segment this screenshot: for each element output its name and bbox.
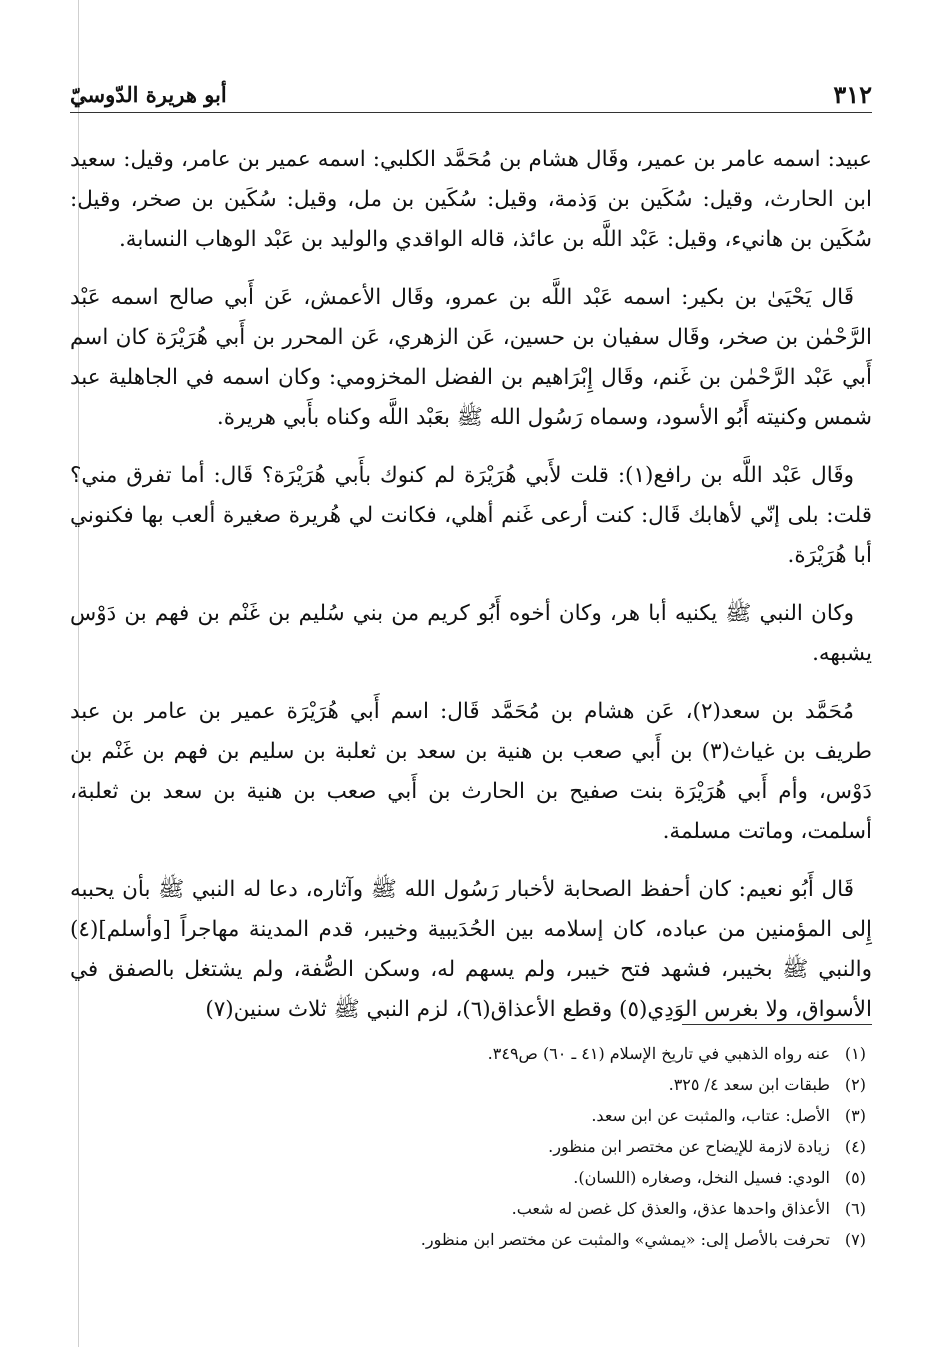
page-header — [70, 76, 872, 113]
page-number: ٣١٢ — [833, 79, 872, 109]
paragraph: عبيد: اسمه عامر بن عمير، وقَال هشام بن مُحَمَّد الكلبي: اسمه عمير بن عامر، وقيل: سعيد ابن الحارث، وقيل: سُكَين بن وَذمة، وقيل: سُكَين بن مل، وقيل: سُكَين بن صخر، وقيل: سُكَين بن هانيء، وقيل: عَبْد اللَّه بن عائذ، قاله الواقدي والوليد بن عَبْد الوهاب النسابة. — [70, 147, 872, 252]
footnote-number: (٧) — [844, 1230, 866, 1249]
footnote — [90, 1224, 866, 1255]
footnote-number: (٦) — [844, 1199, 866, 1218]
footnote-text: عنه رواه الذهبي في تاريخ الإسلام (٤١ ـ ٦٠) ص٣٤٩. — [487, 1044, 830, 1063]
running-title: أبو هريرة الدّوسيّ — [70, 81, 227, 107]
footnote — [90, 1193, 866, 1224]
footnote — [90, 1131, 866, 1162]
main-text — [70, 140, 872, 1048]
paragraph: وقَال عَبْد اللَّه بن رافع(١): قلت لأَبي هُرَيْرَة لم كنوك بأَبي هُرَيْرَة؟ قَال: أما تفرق مني؟ قلت: بلى إنّي لأهابك قَال: كنت أرعى غَنم أهلي، فكانت لي هُريرة صغيرة ألعب بها فكنوني أبا هُرَيْرَة. — [70, 463, 872, 568]
paragraph: قَال أَبُو نعيم: كان أحفظ الصحابة لأخبار رَسُول الله ﷺ وآثاره، دعا له النبي ﷺ بأن يحببه إِلى المؤمنين من عباده، كان إسلامه بين الحُدَيبية وخيبر، قدم المدينة مهاجراً [وأسلم](٤) والنبي ﷺ بخيبر، فشهد فتح خيبر، ولم يسهم له، وسكن الصُّفة، ولم يشتغل بالصفق في الأسواق، ولا بغرس الوَدِي(٥) وقطع الأعذاق(٦)، لزم النبي ﷺ ثلاث سنين(٧) — [70, 877, 872, 1022]
footnote — [90, 1069, 866, 1100]
footnote-text: الودي: فسيل النخل، وصغاره (اللسان). — [573, 1168, 830, 1187]
footnote — [90, 1162, 866, 1193]
footnote-number: (١) — [844, 1044, 866, 1063]
footnote-text: زيادة لازمة للإيضاح عن مختصر ابن منظور. — [548, 1137, 830, 1156]
footnotes — [90, 1038, 866, 1255]
footnote-text: الأعذاق واحدها عذق، والعذق كل غصن له شعب. — [511, 1199, 830, 1218]
footnote-text: طبقات ابن سعد ٤/ ٣٢٥. — [668, 1075, 830, 1094]
footnote-number: (٤) — [844, 1137, 866, 1156]
footnote — [90, 1038, 866, 1069]
paragraph: مُحَمَّد بن سعد(٢)، عَن هشام بن مُحَمَّد قَال: اسم أَبي هُرَيْرَة عمير بن عامر بن عبد طريف بن غياث(٣) بن أَبي صعب بن هنية بن سعد بن ثعلبة بن سليم بن فهم بن غَنْم بن دَوْس، وأم أَبي هُرَيْرَة بنت صفيح بن الحارث بن أَبي صعب بن هنية بن سعد بن ثعلبة، أسلمت، وماتت مسلمة. — [70, 699, 872, 844]
footnote-text: تحرفت بالأصل إلى: «يمشي» والمثبت عن مختصر ابن منظور. — [420, 1230, 830, 1249]
footnote-number: (٥) — [844, 1168, 866, 1187]
footnote — [90, 1100, 866, 1131]
footnote-number: (٣) — [844, 1106, 866, 1125]
paragraph: وكان النبي ﷺ يكنيه أبا هر، وكان أخوه أَبُو كريم من بني سُليم بن غَنْم بن فهم بن دَوْس يشبهه. — [70, 601, 872, 666]
footnote-number: (٢) — [844, 1075, 866, 1094]
footnote-text: الأصل: عتاب، والمثبت عن ابن سعد. — [591, 1106, 830, 1125]
paragraph: قَال يَحْيَىٰ بن بكير: اسمه عَبْد اللَّه بن عمرو، وقَال الأعمش، عَن أَبي صالح اسمه عَبْد الرَّحْمٰن بن صخر، وقَال سفيان بن حسين، عَن الزهري، عَن المحرر بن أَبي هُرَيْرَة كان اسم أَبي عَبْد الرَّحْمٰن بن غَنم، وقَال إِبْرَاهيم بن الفضل المخزومي: وكان اسمه في الجاهلية عبد شمس وكنيته أَبُو الأسود، وسماه رَسُول الله ﷺ بعَبْد اللَّه وكناه بأَبي هريرة. — [70, 285, 872, 430]
footnote-separator — [682, 1024, 872, 1025]
